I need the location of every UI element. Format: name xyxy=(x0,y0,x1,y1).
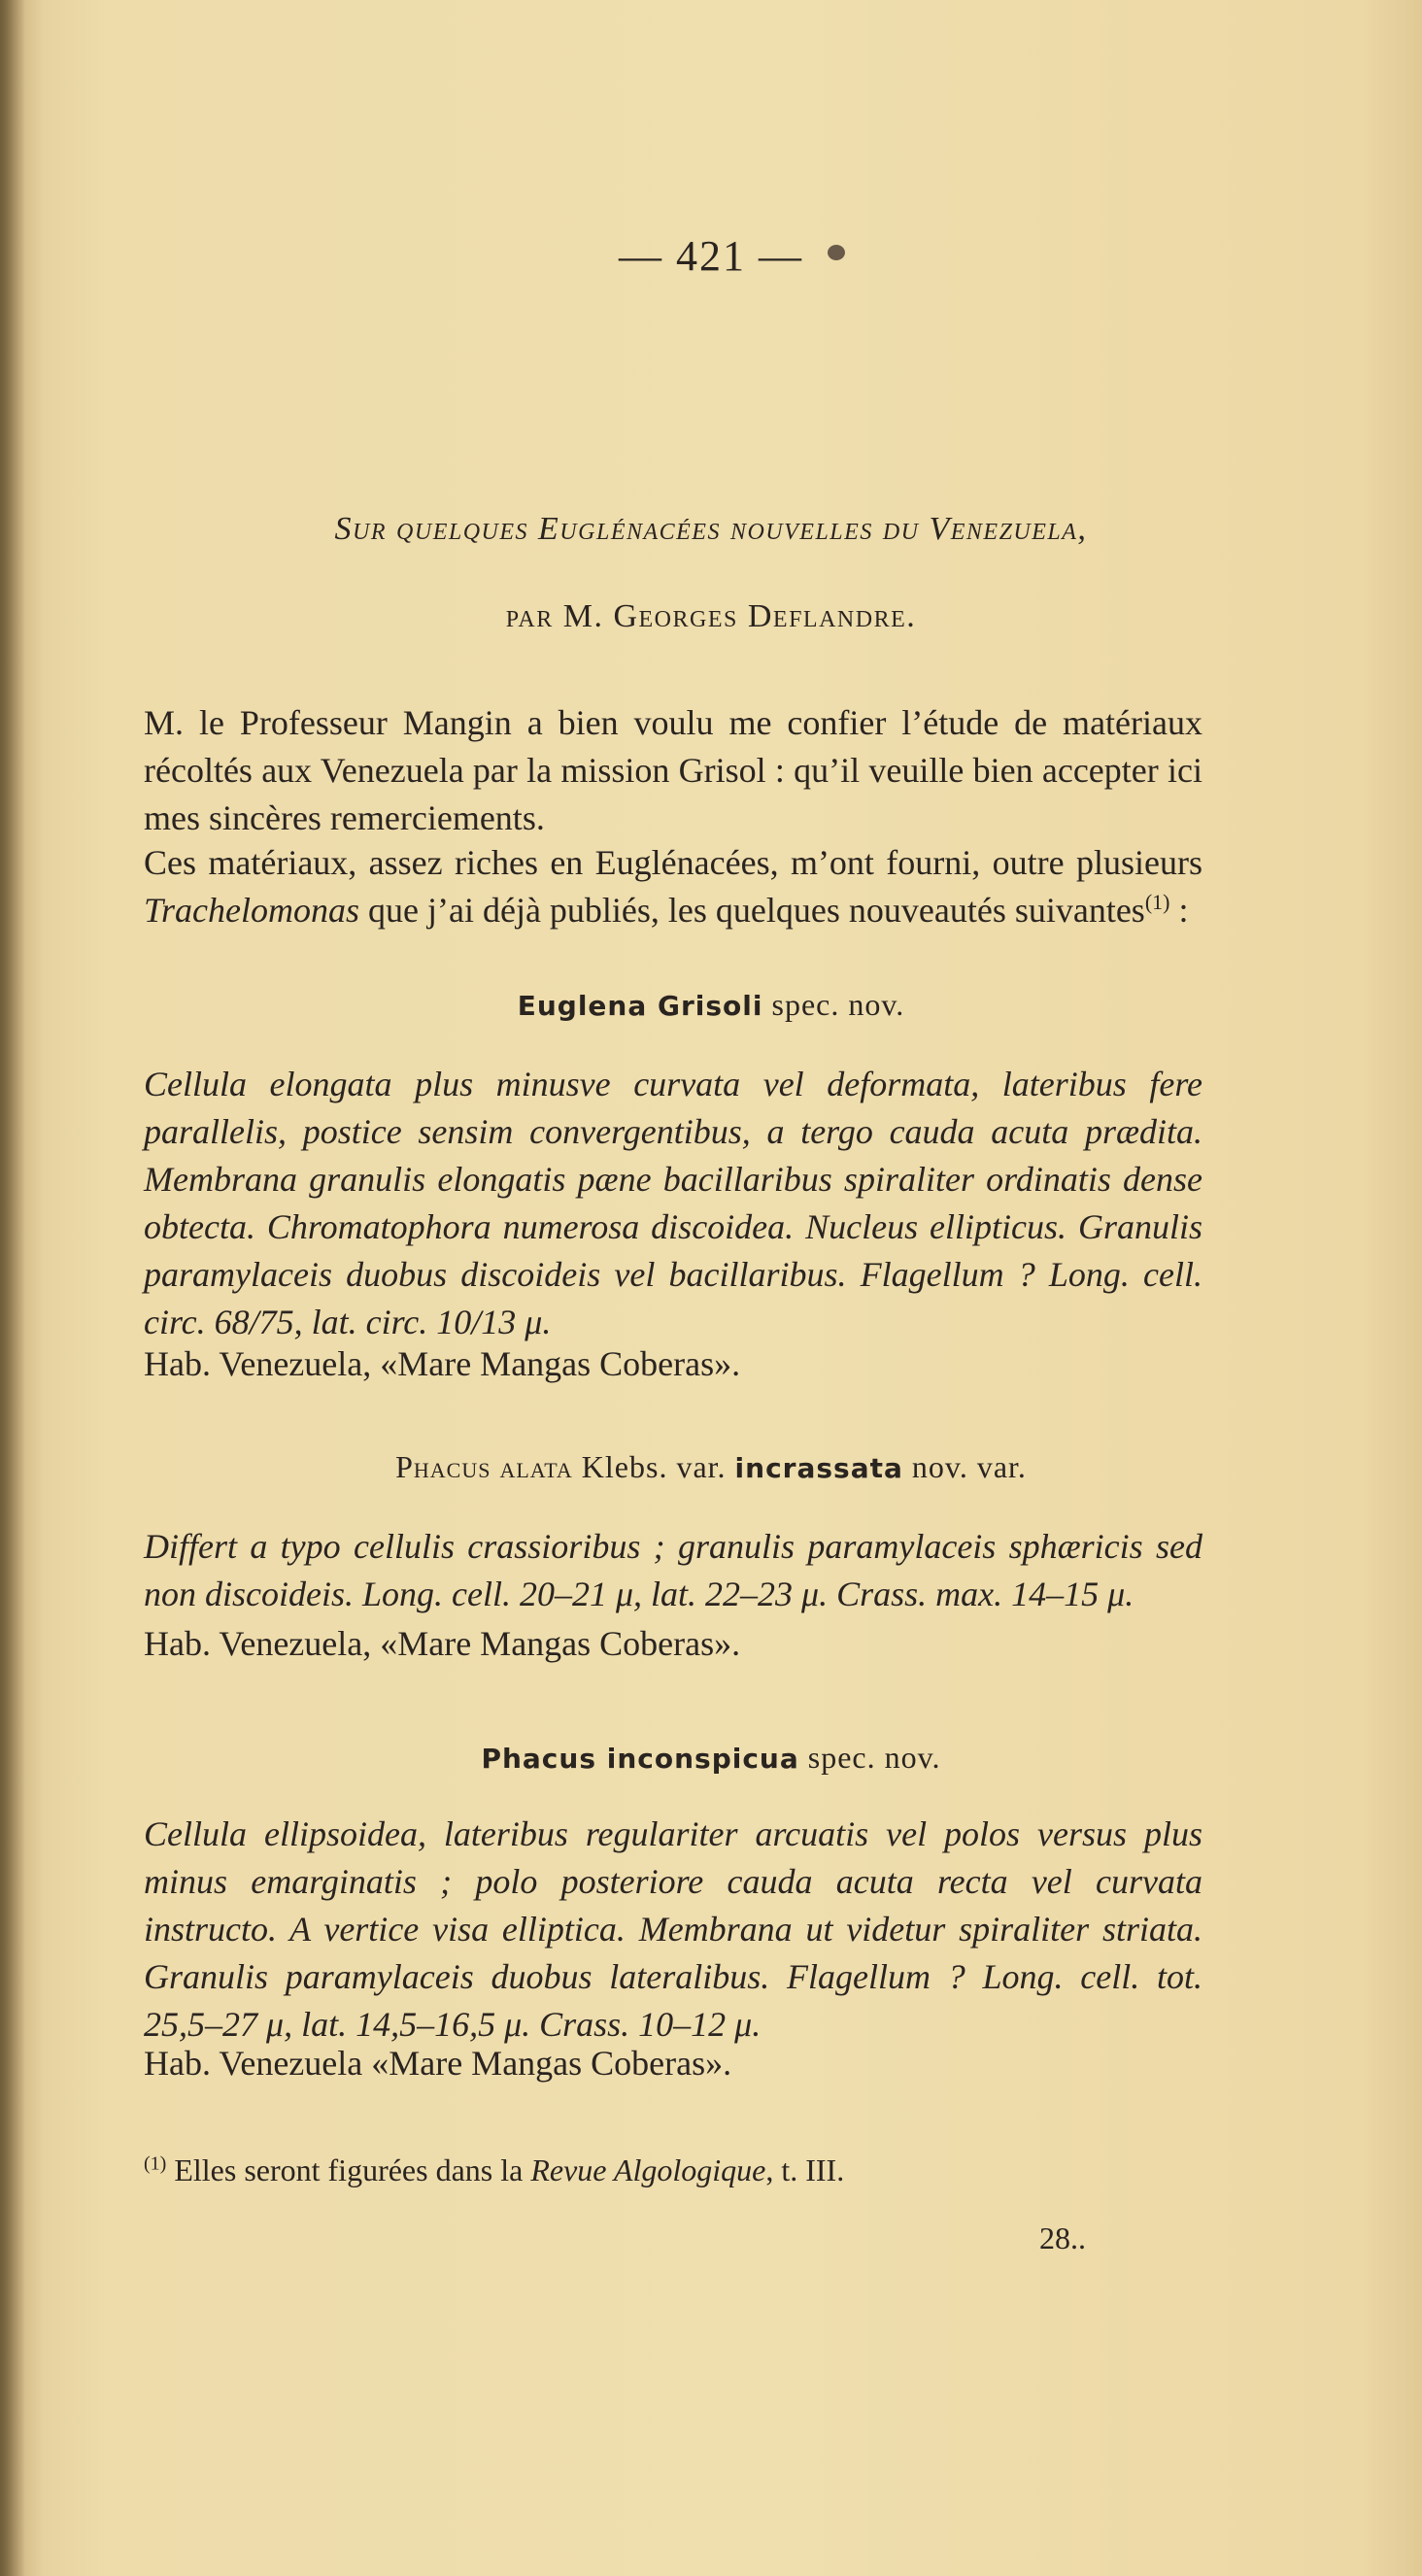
article-byline: par M. Georges Deflandre. xyxy=(505,598,917,634)
footnote xyxy=(144,2149,1202,2191)
footnote-mark: (1) xyxy=(144,2152,167,2175)
footnote-text-start: Elles seront figurées dans la xyxy=(166,2152,531,2187)
species-description-phacus-inconspicua: Cellula ellipsoidea, lateribus regulariter arcuatis vel polos versus plus minus emarginatis ; polo posteriore cauda acuta recta vel curvata instructo. A vertice visa elliptica. Membrana ut videtur spiraliter striata. Granulis paramylaceis duobus lateralibus. Flagellum ? Long. cell. tot. 25,5–27 μ, lat. 14,5–16,5 μ. Crass. 10–12 μ. xyxy=(144,1814,1202,2044)
article-title: Sur quelques Euglénacées nouvelles du Venezuela, xyxy=(334,511,1088,547)
page-number: — 421 — xyxy=(619,232,803,280)
species-qualifier: nov. var. xyxy=(902,1449,1027,1484)
genus-trachelomonas: Trachelomonas xyxy=(144,891,360,930)
footnote-text-end: , t. III. xyxy=(765,2152,845,2187)
intro-paragraph-2-start: Ces matériaux, assez riches en Euglénacées, m’ont fourni, outre plusieurs xyxy=(144,843,1202,882)
species-description-phacus-alata: Differt a typo cellulis crassioribus ; granulis paramylaceis sphæricis sed non discoideis. Long. cell. 20–21 μ, lat. 22–23 μ. Crass. max. 14–15 μ. xyxy=(144,1527,1202,1613)
species-name: Phacus inconspicua xyxy=(481,1743,799,1775)
species-name: Euglena Grisoli xyxy=(517,990,763,1022)
intro-paragraph-2-middle: que j’ai déjà publiés, les quelques nouveautés suivantes xyxy=(359,891,1145,930)
species-qualifier: spec. nov. xyxy=(762,987,905,1022)
species-heading-phacus-alata xyxy=(0,1449,1422,1485)
intro-paragraph-2 xyxy=(144,839,1202,934)
species-description-euglena-grisoli: Cellula elongata plus minusve curvata vel deformata, lateribus fere parallelis, postice sensim convergentibus, a tergo cauda acuta prædita. Membrana granulis elongatis pæne bacillaribus spiraliter ordinatis dense obtecta. Chromatophora numerosa discoidea. Nucleus ellipticus. Granulis paramylaceis duobus discoideis vel bacillaribus. Flagellum ? Long. cell. circ. 68/75, lat. circ. 10/13 μ. xyxy=(144,1065,1202,1341)
ink-blot xyxy=(828,245,845,260)
species-author: Klebs. var. xyxy=(572,1449,735,1484)
intro-paragraph-1: M. le Professeur Mangin a bien voulu me confier l’étude de matériaux récoltés aux Venezuela par la mission Grisol : qu’il veuille bien accepter ici mes sincères remerciements. xyxy=(144,703,1202,837)
epithet-alata: alata xyxy=(491,1449,573,1484)
habitat-phacus-inconspicua: Hab. Venezuela «Mare Mangas Coberas». xyxy=(144,2044,732,2083)
species-heading-euglena-grisoli xyxy=(0,987,1422,1023)
species-heading-phacus-inconspicua xyxy=(0,1740,1422,1776)
genus-phacus: Phacus xyxy=(395,1449,491,1484)
habitat-phacus-alata: Hab. Venezuela, «Mare Mangas Coberas». xyxy=(144,1624,741,1663)
journal-title: Revue Algologique xyxy=(530,2152,766,2187)
signature-mark: 28.. xyxy=(1039,2220,1086,2255)
intro-paragraph-2-end: : xyxy=(1169,891,1189,930)
species-qualifier: spec. nov. xyxy=(798,1740,941,1775)
footnote-reference: (1) xyxy=(1144,890,1170,914)
habitat-euglena-grisoli: Hab. Venezuela, «Mare Mangas Coberas». xyxy=(144,1344,741,1383)
variety-name: incrassata xyxy=(734,1452,903,1484)
